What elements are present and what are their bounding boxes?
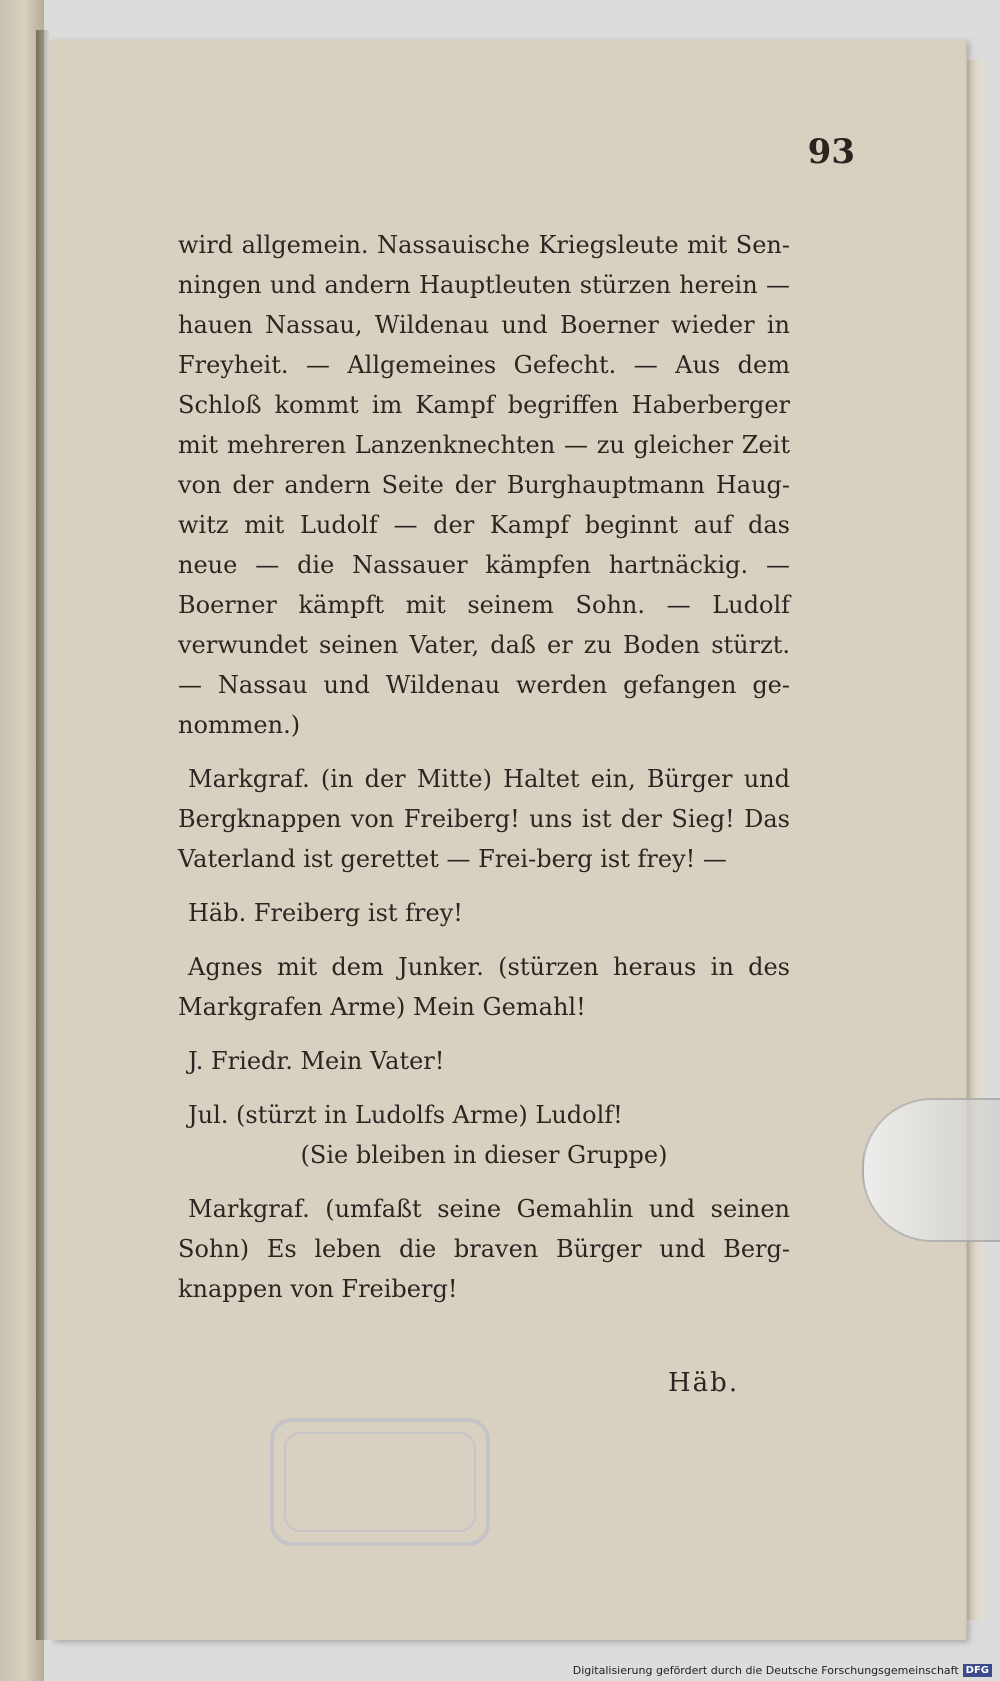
speech-agnes: Agnes mit dem Junker. (stürzen heraus in des Markgrafen Arme) Mein Gemahl!	[178, 953, 790, 1021]
page-fore-edge	[962, 60, 982, 1620]
stage-direction-group: (Sie bleiben in dieser Gruppe)	[300, 1141, 668, 1169]
page-clip	[862, 1098, 1000, 1242]
footer-credit: Digitalisierung gefördert durch die Deutsche Forschungsgemeinschaft	[572, 1664, 959, 1677]
speech-markgraf-final: Markgraf. (umfaßt seine Gemahlin und seinen Sohn) Es leben die braven Bürger und Berg-knappen von Freiberg!	[178, 1195, 790, 1303]
digitization-footer	[573, 1664, 992, 1677]
stage-direction: wird allgemein. Nassauische Kriegsleute mit Sen-ningen und andern Hauptleuten stürzen herein — hauen Nassau, Wildenau und Boerner wieder in Freyheit. — Allgemeines Gefecht. — Aus dem Schloß kommt im Kampf begriffen Haberberger mit mehreren Lanzenknechten — zu gleicher Zeit von der andern Seite der Burghauptmann Haug-witz mit Ludolf — der Kampf beginnt auf das neue — die Nassauer kämpfen hartnäckig. — Boerner kämpft mit seinem Sohn. — Ludolf verwundet seinen Vater, daß er zu Boden stürzt. — Nassau und Wildenau werden gefangen ge-nommen.)	[178, 231, 790, 739]
page-number: 93	[807, 132, 855, 172]
speech-markgraf: Markgraf. (in der Mitte) Haltet ein, Bürger und Bergknappen von Freiberg! uns ist der Sieg! Das Vaterland ist gerettet — Frei-berg ist frey! —	[178, 765, 790, 873]
speech-j-friedr: J. Friedr. Mein Vater!	[188, 1047, 445, 1075]
dfg-logo: DFG	[963, 1664, 992, 1677]
speech-jul: Jul. (stürzt in Ludolfs Arme) Ludolf!	[188, 1101, 623, 1129]
catchword: Häb.	[668, 1368, 740, 1398]
library-stamp	[270, 1418, 490, 1546]
page-text	[178, 225, 790, 1309]
speech-haeb: Häb. Freiberg ist frey!	[188, 899, 463, 927]
book-spine	[36, 30, 50, 1640]
